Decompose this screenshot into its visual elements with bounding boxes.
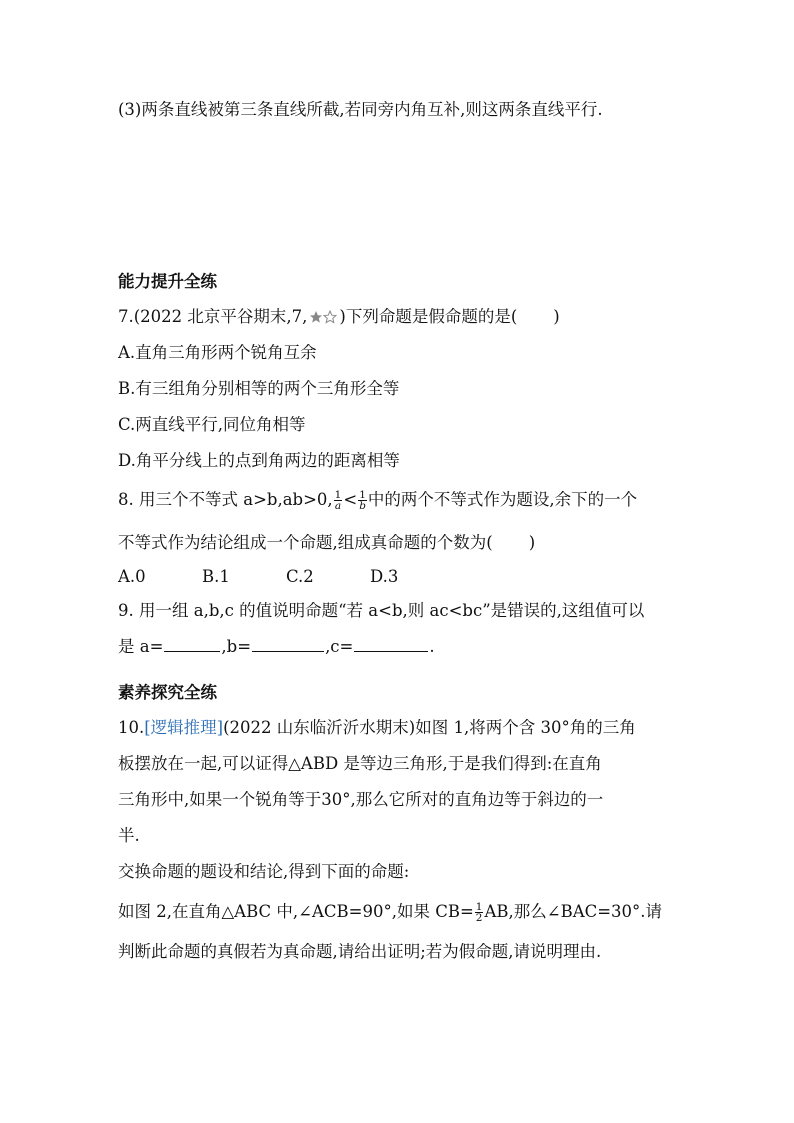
q9-end: . [429,637,435,656]
q7-stem-prefix: 7.(2022 北京平谷期末,7, [118,307,308,326]
section-heading-literacy: 素养探究全练 [118,683,217,702]
q10-line4: 半. [118,826,140,845]
q7-close-paren: ) [553,307,560,326]
q10-number: 10. [118,718,145,737]
q8-option-d: D.3 [370,567,399,586]
q6-part3: (3)两条直线被第三条直线所截,若同旁内角互补,则这两条直线平行. [118,100,603,119]
q8-line1 [118,489,637,511]
q10-line7: 判断此命题的真假若为真命题,请给出证明;若为假命题,请说明理由. [118,942,602,961]
q8-option-c: C.2 [286,567,314,586]
q10-line6-suffix: AB,那么∠BAC=30°.请 [484,902,663,921]
q8-line1-suffix: 中的两个不等式作为题设,余下的一个 [367,490,638,509]
q9-line1: 9. 用一组 a,b,c 的值说明命题“若 a<b,则 ac<bc”是错误的,这组值可以 [118,601,645,620]
q8-options [118,566,454,588]
q10-line5: 交换命题的题设和结论,得到下面的命题: [118,862,410,881]
q7-option-b: B.有三组角分别相等的两个三角形全等 [118,379,400,398]
blank-c[interactable] [354,637,428,652]
star-rating-icon [309,308,337,330]
q10-line1-rest: (2022 山东临沂沂水期末)如图 1,将两个含 30°角的三角 [223,718,636,737]
q9-line2 [118,636,435,658]
q10-line1 [118,717,636,739]
q7-option-a: A.直角三角形两个锐角互余 [118,343,317,362]
q10-line6 [118,901,662,923]
q8-close-paren: ) [528,533,536,552]
fraction-1-over-b: $\frac{1}{b}$ [359,489,366,512]
q8-line1-prefix: 8. 用三个不等式 a>b,ab>0, [118,490,333,509]
blank-a[interactable] [164,637,220,652]
q7-option-c: C.两直线平行,同位角相等 [118,415,306,434]
q8-option-b: B.1 [202,567,230,586]
blank-b[interactable] [252,637,324,652]
q7-stem [118,306,560,330]
less-than-sign: < [343,490,358,509]
q7-stem-suffix: )下列命题是假命题的是( [339,307,518,326]
fraction-1-over-2: $\frac{1}{2}$ [475,901,483,924]
q8-option-a: A.0 [118,567,146,586]
q8-line2-text: 不等式作为结论组成一个命题,组成真命题的个数为( [118,533,493,552]
q8-line2 [118,532,535,554]
q9-b-label: ,b= [221,637,252,656]
q10-line2: 板摆放在一起,可以证得△ABD 是等边三角形,于是我们得到:在直角 [118,754,602,773]
q10-line6-prefix: 如图 2,在直角△ABC 中,∠ACB=90°,如果 CB= [118,902,474,921]
fraction-1-over-a: $\frac{1}{a}$ [334,489,342,512]
q9-c-label: ,c= [325,637,354,656]
q9-a-label: 是 a= [118,637,164,656]
section-heading-ability: 能力提升全练 [118,272,217,291]
q10-tag: [逻辑推理] [144,718,224,737]
q10-line3: 三角形中,如果一个锐角等于30°,那么它所对的直角边等于斜边的一 [118,790,604,809]
q7-option-d: D.角平分线上的点到角两边的距离相等 [118,451,400,470]
